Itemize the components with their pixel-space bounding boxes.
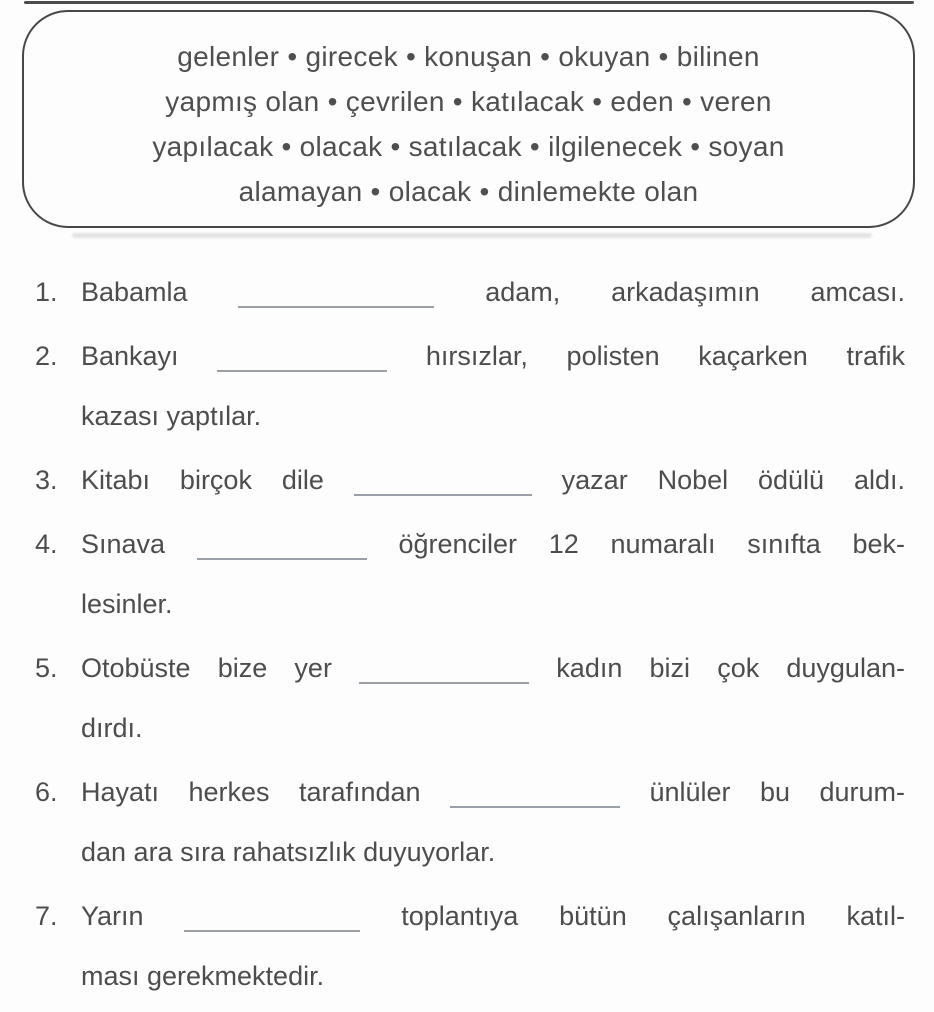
text-before-blank: Yarın [81,901,144,931]
item-text [81,886,905,1006]
scan-artifact-box-shadow [72,233,872,238]
text-before-blank: Kitabı birçok dile [81,465,324,495]
item-number: 7. [35,901,58,931]
item-line1 [81,638,905,698]
text-after-blank: yazar Nobel ödülü aldı. [561,465,905,495]
exercise-list [0,262,934,1010]
word-bank-line: yapılacak • olacak • satılacak • ilgilenecek • soyan [152,131,785,162]
word-bank-box [22,10,915,228]
item-line1 [81,514,905,574]
item-number: 5. [35,653,58,683]
item-text [81,638,905,758]
exercise-item-2 [35,326,905,446]
item-number: 4. [35,529,58,559]
item-line2: lesinler. [81,589,173,619]
item-line1 [81,762,905,822]
item-line2: dırdı. [81,713,143,743]
text-after-blank: kadın bizi çok duygulan- [556,653,905,683]
text-before-blank: Sınava [81,529,166,559]
item-line1 [81,262,905,322]
text-before-blank: Babamla [81,277,188,307]
item-text [81,762,905,882]
exercise-item-6 [35,762,905,882]
item-number: 1. [35,277,58,307]
item-line1 [81,450,905,510]
item-line2: ması gerekmektedir. [81,961,325,991]
item-line1 [81,326,905,386]
fill-in-blank [217,360,387,372]
exercise-item-1 [35,262,905,322]
exercise-item-3 [35,450,905,510]
fill-in-blank [359,672,529,684]
fill-in-blank [184,920,360,932]
item-text [81,450,905,510]
fill-in-blank [354,484,532,496]
text-before-blank: Otobüste bize yer [81,653,332,683]
fill-in-blank [450,796,620,808]
fill-in-blank [197,548,367,560]
text-after-blank: hırsızlar, polisten kaçarken trafik [425,341,905,371]
item-text [81,326,905,446]
text-before-blank: Hayatı herkes tarafından [81,777,421,807]
word-bank-line: alamayan • olacak • dinlemekte olan [238,176,699,207]
fill-in-blank [238,296,434,308]
text-before-blank: Bankayı [81,341,179,371]
item-number: 2. [35,341,58,371]
item-line2: kazası yaptılar. [81,401,262,431]
item-number: 6. [35,777,58,807]
exercise-item-7 [35,886,905,1006]
exercise-item-4 [35,514,905,634]
item-text [81,514,905,634]
text-after-blank: adam, arkadaşımın amcası. [485,277,905,307]
text-after-blank: ünlüler bu durum- [649,777,905,807]
text-after-blank: öğrenciler 12 numaralı sınıfta bek- [398,529,905,559]
item-line2: dan ara sıra rahatsızlık duyuyorlar. [81,837,496,867]
scan-artifact-top-line [24,1,914,4]
word-bank-line: yapmış olan • çevrilen • katılacak • eden • veren [165,86,772,117]
item-number: 3. [35,465,58,495]
item-text [81,262,905,322]
exercise-item-5 [35,638,905,758]
text-after-blank: toplantıya bütün çalışanların katıl- [401,901,905,931]
item-line1 [81,886,905,946]
word-bank-line: gelenler • girecek • konuşan • okuyan • bilinen [177,41,760,72]
